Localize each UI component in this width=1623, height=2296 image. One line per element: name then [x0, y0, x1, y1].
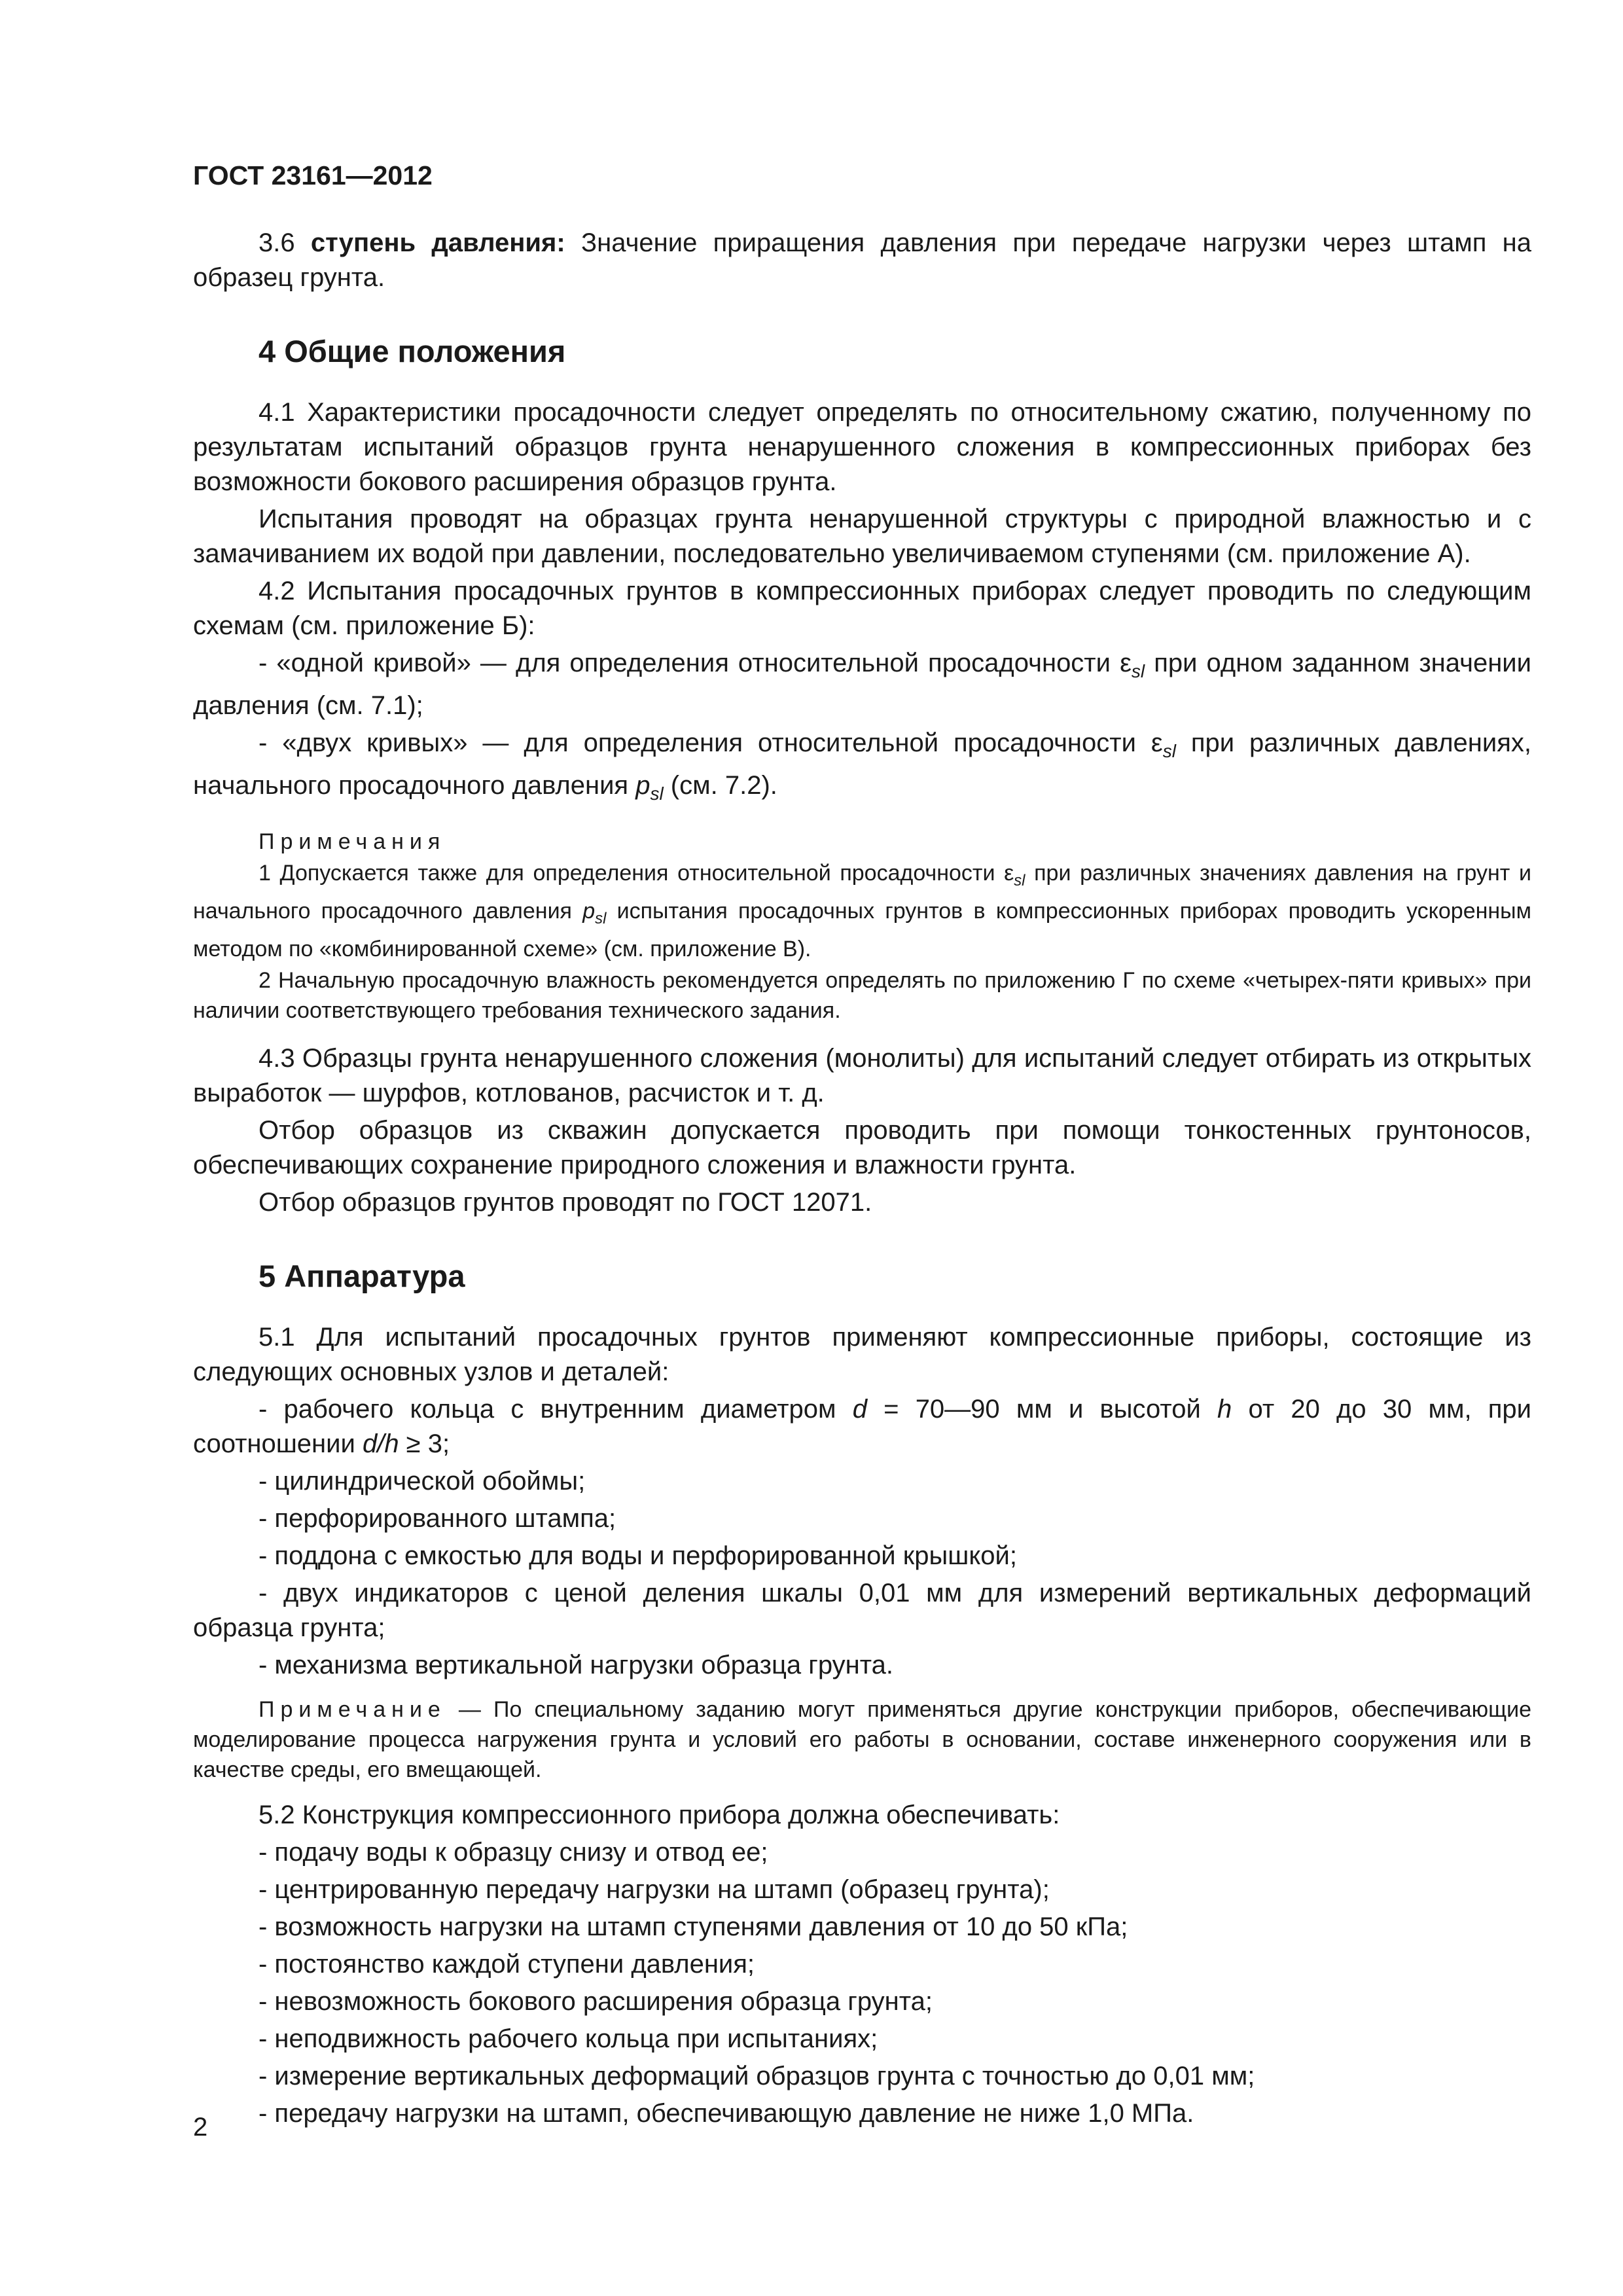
- document-header: ГОСТ 23161—2012: [193, 160, 433, 190]
- page-number: 2: [193, 2113, 208, 2142]
- section-5-title: 5 Аппаратура: [259, 1258, 465, 1293]
- notes-block-1: [193, 827, 1531, 1026]
- clause-4-3: 4.3 Образцы грунта ненарушенного сложения (монолиты) для испытаний следует отбирать из открытых выработок — шурфов, котлованов, расчисток и т. д.: [193, 1043, 1531, 1107]
- document-body: [193, 226, 1531, 2134]
- clause-3-6: 3.6 ступень давления: Значение приращения давления при передаче нагрузки через штамп на образец грунта.: [193, 228, 1531, 292]
- clause-5-2-item: - постоянство каждой ступени давления;: [259, 1949, 755, 1979]
- clause-4-2-item-1: - «одной кривой» — для определения относительной просадочности $\varepsilon_{sl}$ при одном заданном значении давления (см. 7.1);: [193, 649, 1531, 720]
- term-stupen-davleniya: ступень давления:: [310, 228, 565, 257]
- clause-5-1-item: - двух индикаторов с ценой деления шкалы 0,01 мм для измерений вертикальных деформаций образца грунта;: [193, 1578, 1531, 1642]
- clause-5-2-item: - передачу нагрузки на штамп, обеспечивающую давление не ниже 1,0 МПа.: [259, 2098, 1194, 2128]
- clause-5-2-item: - центрированную передачу нагрузки на штамп (образец грунта);: [259, 1874, 1050, 1904]
- clause-5-1-item: - механизма вертикальной нагрузки образца грунта.: [259, 1650, 893, 1679]
- clause-5-2-item: - измерение вертикальных деформаций образцов грунта с точностью до 0,01 мм;: [259, 2061, 1255, 2090]
- note-1: 1 Допускается также для определения относительной просадочности $\varepsilon_{sl}$ при различных значениях давления на грунт и начального просадочного давления $p_{sl}$ испытания просадочных грунтов в компрессионных приборах проводить ускоренным методом по «комбинированной схеме» (см. приложение В).: [193, 861, 1531, 961]
- clause-4-1: 4.1 Характеристики просадочности следует определять по относительному сжатию, полученному по результатам испытаний образцов грунта ненарушенного сложения в компрессионных приборах без возможности бокового расширения образцов грунта.: [193, 398, 1531, 496]
- clause-4-2-item-2: - «двух кривых» — для определения относительной просадочности $\varepsilon_{sl}$ при различных давлениях, начального просадочного давления $p_{sl}$ (см. 7.2).: [193, 728, 1531, 804]
- clause-5-2-item: - возможность нагрузки на штамп ступенями давления от 10 до 50 кПа;: [259, 1912, 1128, 1941]
- clause-5-1-item: - перфорированного штампа;: [259, 1503, 616, 1533]
- clause-5-2-item: - неподвижность рабочего кольца при испытаниях;: [259, 2024, 878, 2053]
- note-2: 2 Начальную просадочную влажность рекомендуется определять по приложению Г по схеме «четырех-пяти кривых» при наличии соответствующего требования технического задания.: [193, 967, 1531, 1023]
- note-apparatus: Примечание — По специальному заданию могут применяться другие конструкции приборов, обеспечивающие моделирование процесса нагружения грунта и условий его работы в основании, составе инженерного сооружения или в качестве среды, его вмещающей.: [193, 1696, 1531, 1782]
- clause-5-1-item: - цилиндрической обоймы;: [259, 1466, 586, 1496]
- notes-heading: Примечания: [259, 829, 446, 854]
- clause-5-1-item: - поддона с емкостью для воды и перфорированной крышкой;: [259, 1541, 1018, 1570]
- clause-5-1-item-ring: - рабочего кольца с внутренним диаметром d = 70—90 мм и высотой h от 20 до 30 мм, при соотношении d/h ≥ 3;: [193, 1394, 1531, 1458]
- clause-5-2-item: - невозможность бокового расширения образца грунта;: [259, 1986, 933, 2016]
- clause-5-2: 5.2 Конструкция компрессионного прибора должна обеспечивать:: [259, 1800, 1060, 1829]
- clause-4-2: 4.2 Испытания просадочных грунтов в компрессионных приборах следует проводить по следующим схемам (см. приложение Б):: [193, 577, 1531, 640]
- clause-4-3-par3: Отбор образцов грунтов проводят по ГОСТ 12071.: [259, 1187, 872, 1217]
- clause-5-1: 5.1 Для испытаний просадочных грунтов применяют компрессионные приборы, состоящие из следующих основных узлов и деталей:: [193, 1322, 1531, 1386]
- section-4-title: 4 Общие положения: [259, 334, 566, 368]
- clause-5-2-item: - подачу воды к образцу снизу и отвод ее;: [259, 1837, 768, 1867]
- clause-4-3-par2: Отбор образцов из скважин допускается проводить при помощи тонкостенных грунтоносов, обеспечивающих сохранение природного сложения и влажности грунта.: [193, 1115, 1531, 1179]
- clause-4-1-par2: Испытания проводят на образцах грунта ненарушенной структуры с природной влажностью и с замачиванием их водой при давлении, последовательно увеличиваемом ступенями (см. приложение А).: [193, 505, 1531, 568]
